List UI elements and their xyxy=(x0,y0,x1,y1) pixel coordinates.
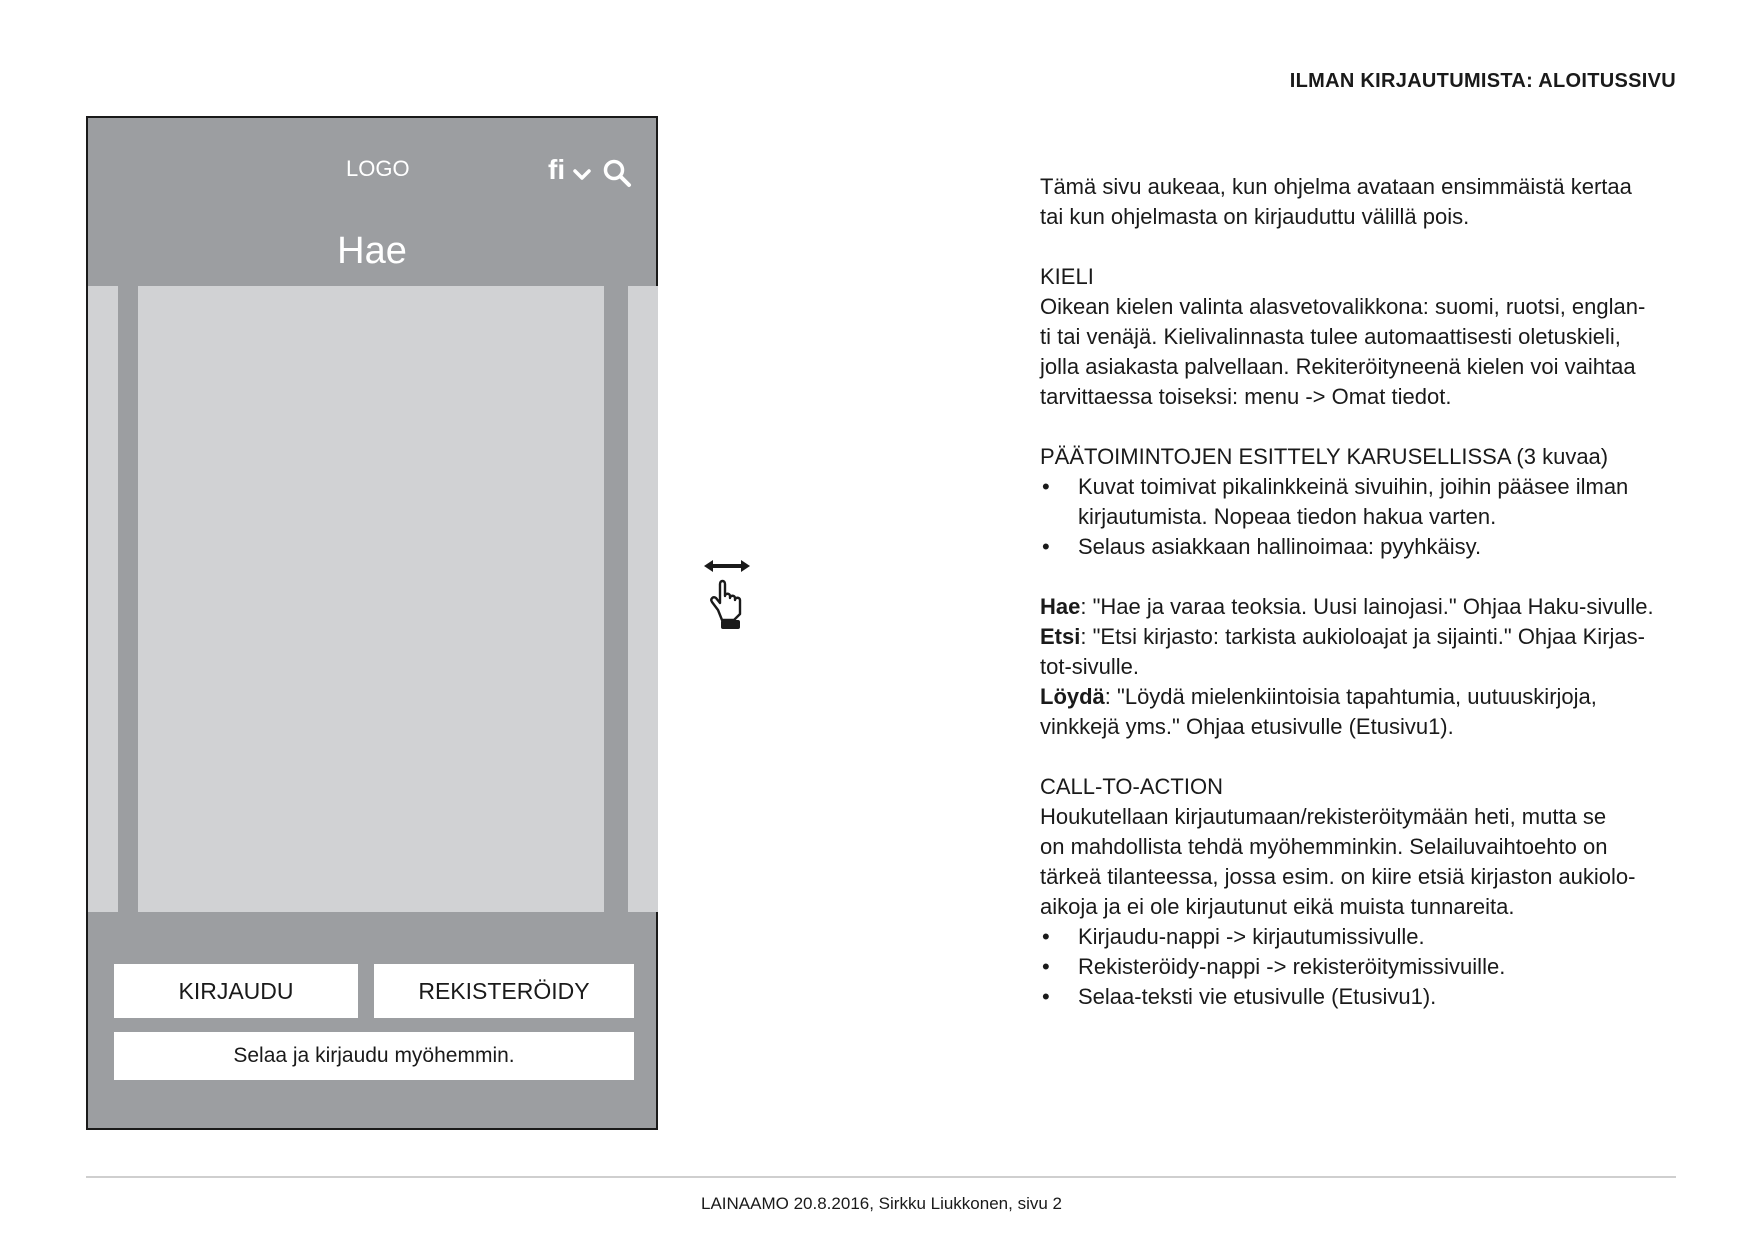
intro-line: Tämä sivu aukeaa, kun ohjelma avataan ensimmäistä kertaa xyxy=(1040,174,1632,199)
intro-line: tai kun ohjelmasta on kirjauduttu välillä pois. xyxy=(1040,204,1470,229)
description-panel xyxy=(1040,172,1680,1012)
page-footer: LAINAAMO 20.8.2016, Sirkku Liukkonen, sivu 2 xyxy=(701,1194,1062,1213)
list-item: • Rekisteröidy-nappi -> rekisteröitymissivuille. xyxy=(1040,952,1680,982)
search-icon[interactable] xyxy=(602,158,632,188)
language-text-line: jolla asiakasta palvellaan. Rekiteröityneenä kielen voi vaihtaa xyxy=(1040,354,1636,379)
list-item: • Kuvat toimivat pikalinkkeinä sivuihin, joihin pääsee ilman kirjautumista. Nopeaa tiedon hakua varten. xyxy=(1040,472,1680,532)
language-selector[interactable]: fi xyxy=(548,154,566,185)
language-text-line: tarvittaessa toiseksi: menu -> Omat tiedot. xyxy=(1040,384,1452,409)
cta-text-line: aikoja ja ei ole kirjautunut eikä muista tunnareita. xyxy=(1040,894,1515,919)
action-description-loyda-cont: vinkkejä yms." Ohjaa etusivulle (Etusivu1). xyxy=(1040,714,1454,739)
footer-divider xyxy=(86,1176,1676,1178)
swipe-gesture-icon xyxy=(704,558,750,632)
action-description-hae: Hae: "Hae ja varaa teoksia. Uusi lainojasi." Ohjaa Haku-sivulle. xyxy=(1040,594,1654,619)
carousel-bullet-list xyxy=(1040,472,1680,562)
carousel-slide-next[interactable] xyxy=(628,286,658,912)
carousel-slide-previous[interactable] xyxy=(88,286,118,912)
cta-text-line: Houkutellaan kirjautumaan/rekisteröitymään heti, mutta se xyxy=(1040,804,1607,829)
register-button[interactable]: REKISTERÖIDY xyxy=(374,964,634,1018)
list-item: • Kirjaudu-nappi -> kirjautumissivulle. xyxy=(1040,922,1680,952)
cta-text-line: tärkeä tilanteessa, jossa esim. on kiire etsiä kirjaston aukiolo- xyxy=(1040,864,1636,889)
language-text-line: Oikean kielen valinta alasvetovalikkona: suomi, ruotsi, englan- xyxy=(1040,294,1646,319)
action-description-etsi-cont: tot-sivulle. xyxy=(1040,654,1140,679)
chevron-down-icon[interactable] xyxy=(572,168,592,182)
logo: LOGO xyxy=(346,156,410,181)
section-heading-carousel: PÄÄTOIMINTOJEN ESITTELY KARUSELLISSA (3 kuvaa) xyxy=(1040,444,1609,469)
carousel-title: Hae xyxy=(337,230,407,272)
language-text-line: ti tai venäjä. Kielivalinnasta tulee automaattisesti oletuskieli, xyxy=(1040,324,1621,349)
login-button[interactable]: KIRJAUDU xyxy=(114,964,358,1018)
browse-later-button[interactable]: Selaa ja kirjaudu myöhemmin. xyxy=(114,1032,634,1080)
carousel-slide-current[interactable] xyxy=(138,286,604,912)
page-title: ILMAN KIRJAUTUMISTA: ALOITUSSIVU xyxy=(1289,70,1676,92)
action-description-etsi: Etsi: "Etsi kirjasto: tarkista aukioloajat ja sijainti." Ohjaa Kirjas- xyxy=(1040,624,1645,649)
section-heading-language: KIELI xyxy=(1040,264,1094,289)
phone-mockup xyxy=(86,116,658,1130)
cta-text-line: on mahdollista tehdä myöhemminkin. Selailuvaihtoehto on xyxy=(1040,834,1608,859)
cta-bullet-list xyxy=(1040,922,1680,1012)
action-description-loyda: Löydä: "Löydä mielenkiintoisia tapahtumia, uutuuskirjoja, xyxy=(1040,684,1597,709)
list-item: • Selaus asiakkaan hallinoimaa: pyyhkäisy. xyxy=(1040,532,1680,562)
list-item: • Selaa-teksti vie etusivulle (Etusivu1). xyxy=(1040,982,1680,1012)
section-heading-cta: CALL-TO-ACTION xyxy=(1040,774,1223,799)
